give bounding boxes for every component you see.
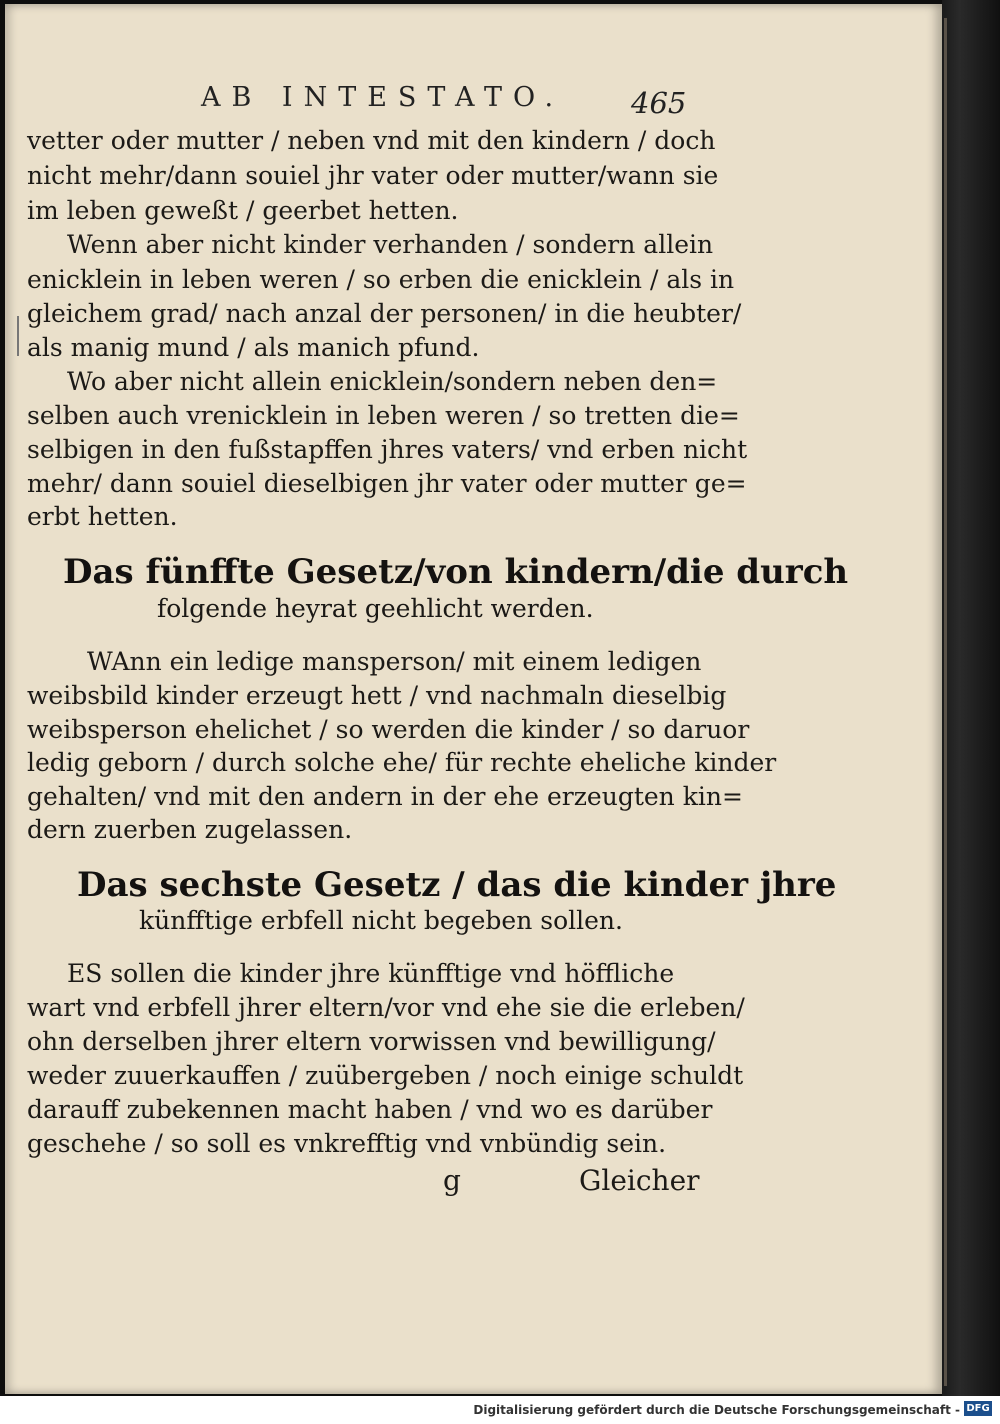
signature-mark: g — [443, 1164, 461, 1197]
text-line: gehalten/ vnd mit den andern in der ehe erzeugten kin= — [27, 782, 743, 811]
running-head: AB INTESTATO. — [201, 82, 565, 113]
text-line: geschehe / so soll es vnkrefftig vnd vnbündig sein. — [27, 1129, 667, 1158]
section-subheading: künfftige erbfell nicht begeben sollen. — [139, 906, 623, 935]
page-edge — [942, 0, 1000, 1396]
text-line: vetter oder mutter / neben vnd mit den kindern / doch — [27, 126, 716, 155]
text-line: wart vnd erbfell jhrer eltern/vor vnd ehe sie die erleben/ — [27, 993, 745, 1022]
section-subheading: folgende heyrat geehlicht werden. — [157, 594, 594, 623]
text-line: ledig geborn / durch solche ehe/ für rechte eheliche kinder — [27, 748, 777, 777]
text-line: enicklein in leben weren / so erben die enicklein / als in — [27, 265, 735, 294]
text-line: dern zuerben zugelassen. — [27, 815, 353, 844]
text-line: ohn derselben jhrer eltern vorwissen vnd bewilligung/ — [27, 1027, 716, 1056]
footer-bar — [0, 1396, 1000, 1424]
text-line: gleichem grad/ nach anzal der personen/ in die heubter/ — [27, 299, 742, 328]
text-line: erbt hetten. — [27, 502, 178, 531]
book-page — [5, 4, 942, 1394]
text-line: selben auch vrenicklein in leben weren / so tretten die= — [27, 401, 740, 430]
text-line: Wenn aber nicht kinder verhanden / sondern allein — [67, 230, 714, 259]
margin-mark — [17, 316, 19, 356]
text-line: weibsbild kinder erzeugt hett / vnd nachmaln dieselbig — [27, 681, 727, 710]
text-line: nicht mehr/dann souiel jhr vater oder mutter/wann sie — [27, 161, 719, 190]
text-line: mehr/ dann souiel dieselbigen jhr vater oder mutter ge= — [27, 469, 747, 498]
dfg-logo: DFG — [964, 1401, 992, 1416]
catchword: Gleicher — [579, 1164, 700, 1197]
text-line: Wo aber nicht allein enicklein/sondern neben den= — [67, 367, 718, 396]
page-edge-strip — [944, 18, 947, 1386]
text-line: ES sollen die kinder jhre künfftige vnd höffliche — [67, 959, 675, 988]
text-line: weder zuuerkauffen / zuübergeben / noch einige schuldt — [27, 1061, 744, 1090]
section-heading: Das fünffte Gesetz/von kindern/die durch — [63, 552, 849, 592]
text-line: WAnn ein ledige mansperson/ mit einem ledigen — [87, 647, 702, 676]
text-line: selbigen in den fußstapffen jhres vaters/ vnd erben nicht — [27, 435, 748, 464]
page-number: 465 — [631, 86, 687, 120]
text-line: als manig mund / als manich pfund. — [27, 333, 480, 362]
text-line: im leben geweßt / geerbet hetten. — [27, 196, 459, 225]
text-line: darauff zubekennen macht haben / vnd wo es darüber — [27, 1095, 713, 1124]
text-line: weibsperson ehelichet / so werden die kinder / so daruor — [27, 715, 750, 744]
section-heading: Das sechste Gesetz / das die kinder jhre — [77, 865, 837, 905]
funding-credit: Digitalisierung gefördert durch die Deutsche Forschungsgemeinschaft - — [473, 1403, 960, 1417]
